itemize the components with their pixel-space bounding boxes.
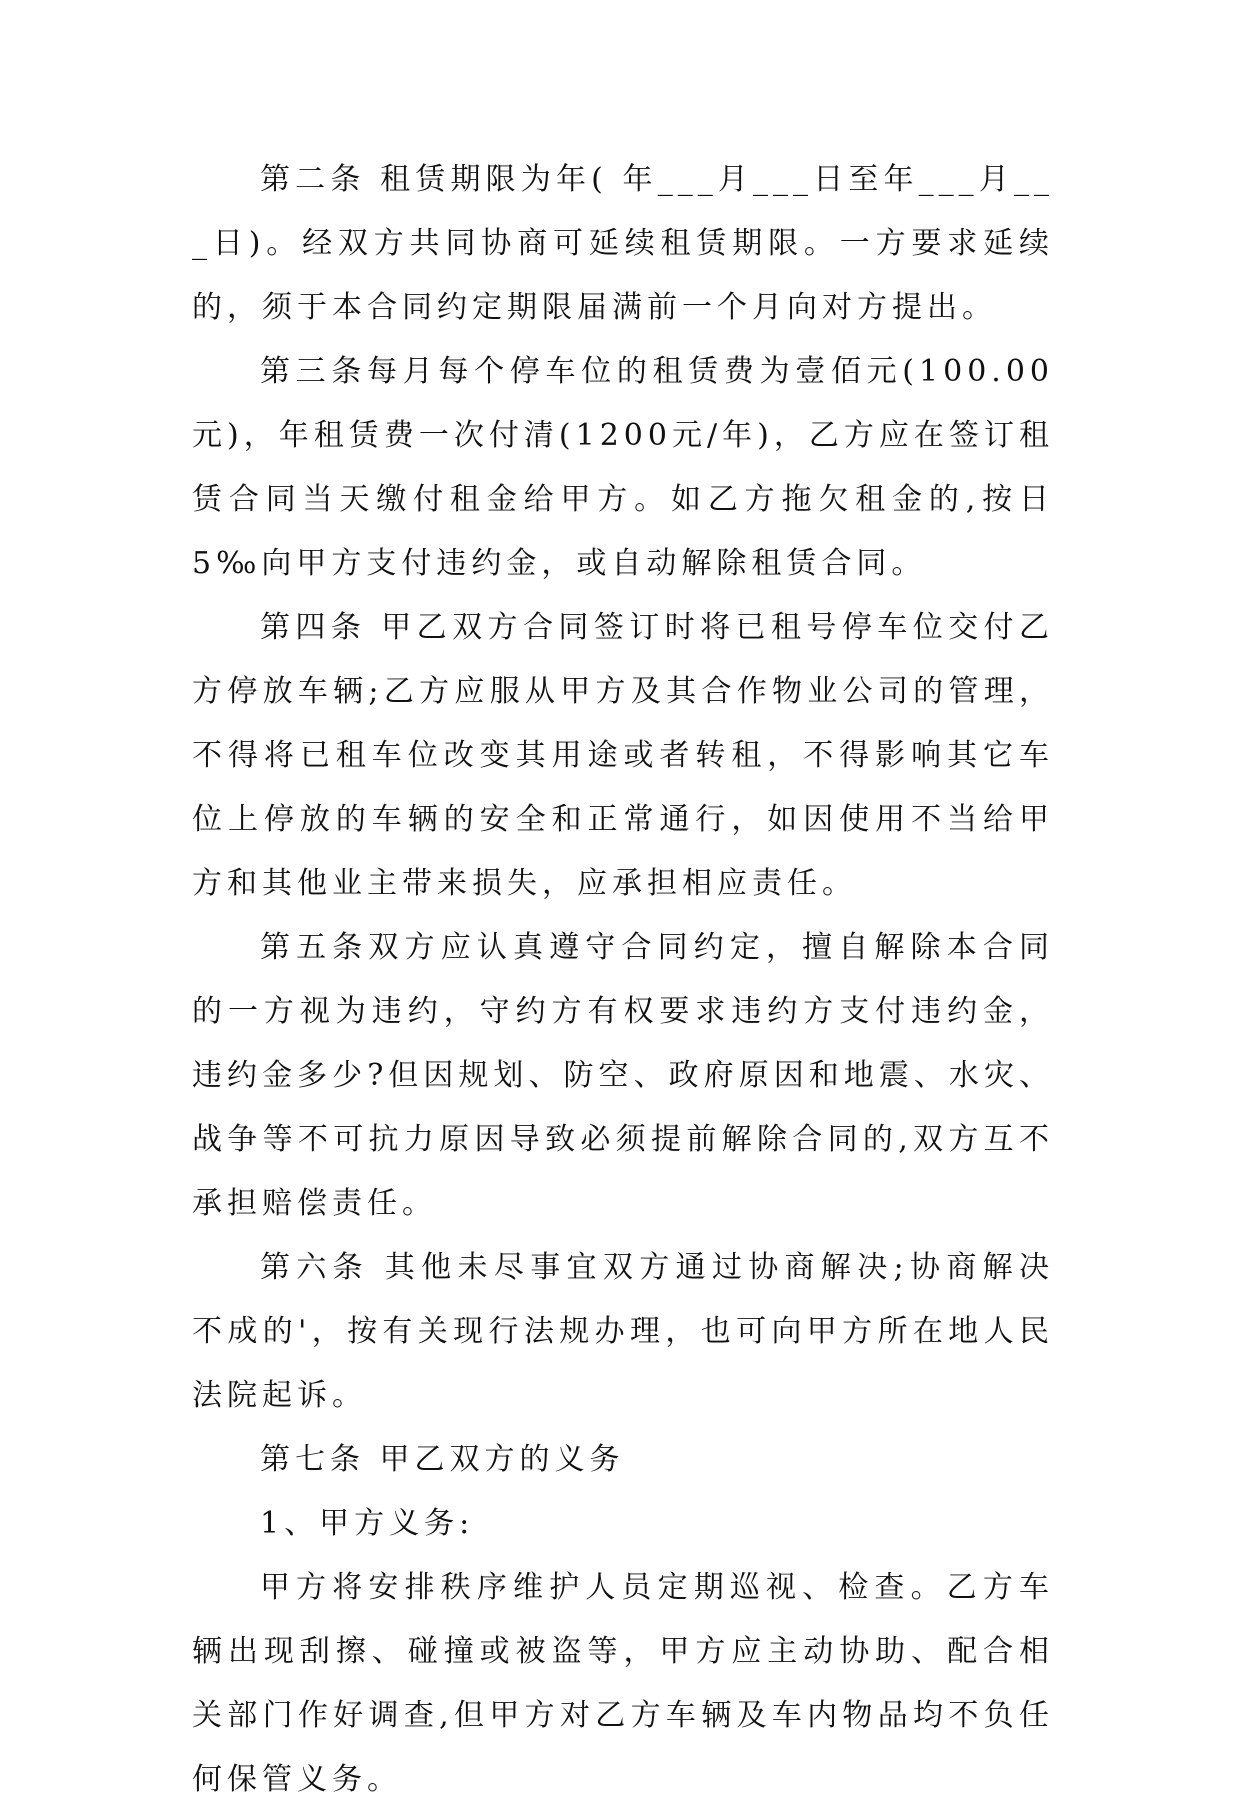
- article-6-paragraph: 第六条 其他未尽事宜双方通过协商解决;协商解决不成的'，按有关现行法规办理，也可向甲方所在地人民法院起诉。: [192, 1250, 1054, 1413]
- article-5-paragraph: 第五条双方应认真遵守合同约定，擅自解除本合同的一方视为违约，守约方有权要求违约方支付违约金，违约金多少?但因规划、防空、政府原因和地震、水灾、战争等不可抗力原因导致必须提前解除合同的,双方互不承担赔偿责任。: [192, 930, 1054, 1221]
- article-7-heading: 第七条 甲乙双方的义务: [260, 1442, 625, 1477]
- party-a-obligations-heading: 1、甲方义务:: [260, 1506, 475, 1541]
- party-a-obligations-paragraph: 甲方将安排秩序维护人员定期巡视、检查。乙方车辆出现刮擦、碰撞或被盗等，甲方应主动协助、配合相关部门作好调查,但甲方对乙方车辆及车内物品均不负任何保管义务。: [192, 1570, 1054, 1797]
- article-3-paragraph: 第三条每月每个停车位的租赁费为壹佰元(100.00元)，年租赁费一次付清(1200元/年)，乙方应在签订租赁合同当天缴付租金给甲方。如乙方拖欠租金的,按日5‰向甲方支付违约金，或自动解除租赁合同。: [192, 354, 1054, 581]
- article-2-paragraph: 第二条 租赁期限为年( 年___月___日至年___月___日)。经双方共同协商可延续租赁期限。一方要求延续的，须于本合同约定期限届满前一个月向对方提出。: [192, 162, 1054, 325]
- article-4-paragraph: 第四条 甲乙双方合同签订时将已租号停车位交付乙方停放车辆;乙方应服从甲方及其合作物业公司的管理，不得将已租车位改变其用途或者转租，不得影响其它车位上停放的车辆的安全和正常通行，如因使用不当给甲方和其他业主带来损失，应承担相应责任。: [192, 610, 1054, 901]
- document-page: [192, 148, 1054, 1812]
